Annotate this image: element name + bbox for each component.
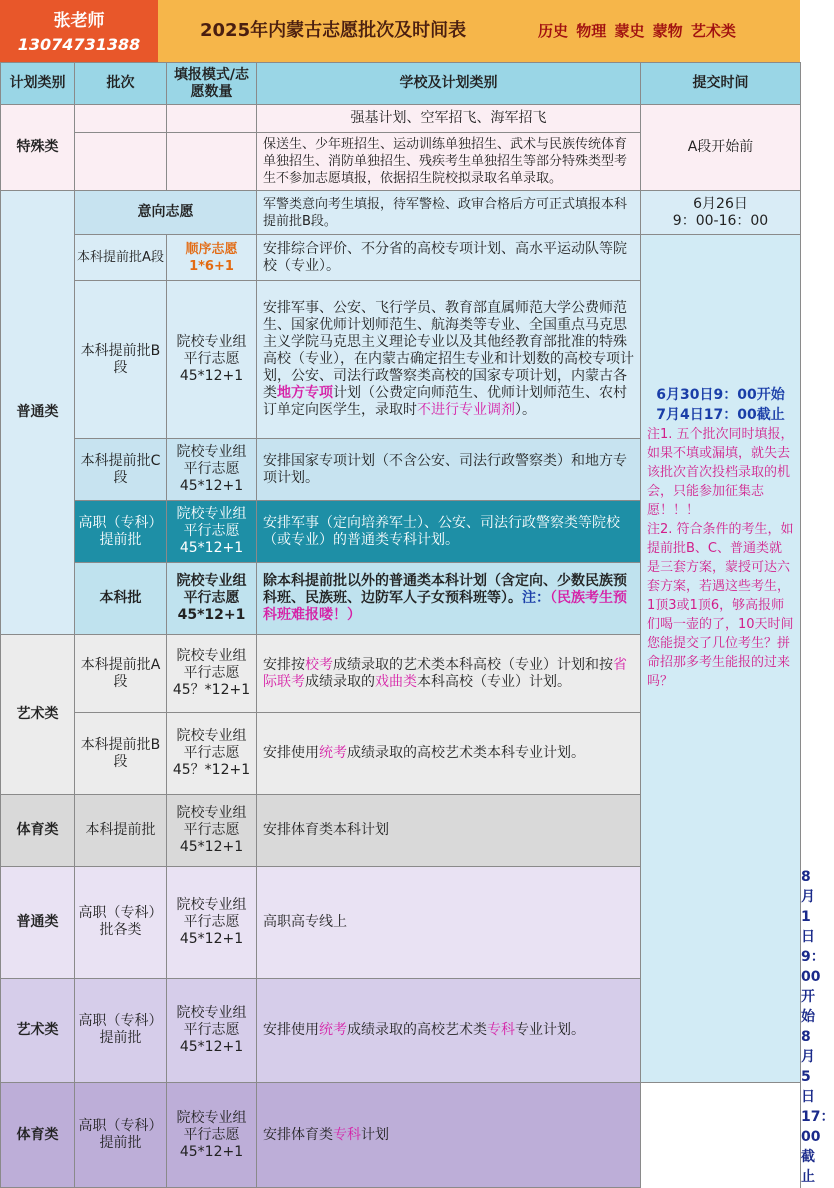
desc-voc-sports — [257, 1083, 641, 1188]
mode-sports — [167, 795, 257, 867]
desc-sports: 安排体育类本科计划 — [257, 795, 641, 867]
time1-end: 7月4日17：00截止 — [656, 407, 785, 423]
special-time: A段开始前 — [641, 105, 801, 191]
mode-a-1: 顺序志愿 — [185, 241, 238, 257]
table-row — [1, 1083, 801, 1188]
mode-arts-a-3: 45？*12+1 — [172, 682, 251, 698]
desc-arts-b-1: 安排使用 — [263, 745, 319, 761]
mode-vs-3: 45*12+1 — [179, 1143, 244, 1160]
mode-voc-1: 院校专业组 — [176, 506, 247, 522]
desc-vs-2: 计划 — [361, 1126, 389, 1143]
empty-cell — [75, 105, 167, 133]
batch-undergrad: 本科批 — [75, 563, 167, 635]
mode-b — [167, 281, 257, 439]
brand-name: 张老师 — [53, 11, 105, 31]
batch-c: 本科提前批C段 — [75, 439, 167, 501]
desc-b-hl1: 地方专项 — [277, 385, 333, 401]
mode-arts-a-2: 平行志愿 — [183, 665, 240, 681]
mode-vg-1: 院校专业组 — [176, 896, 247, 913]
schedule-table — [0, 62, 834, 1188]
special-plan-1: 强基计划、空军招飞、海军招飞 — [257, 105, 641, 133]
batch-a: 本科提前批A段 — [75, 235, 167, 281]
col-header-time: 提交时间 — [641, 63, 801, 105]
desc-arts-a-hl1: 校考 — [305, 656, 333, 673]
mode-va-3: 45*12+1 — [179, 1038, 244, 1055]
category-voc-arts: 艺术类 — [1, 978, 75, 1083]
subjects-label: 历史 物理 蒙史 蒙物 艺术类 — [538, 22, 736, 40]
desc-arts-a — [257, 635, 641, 713]
mode-voc-sports — [167, 1083, 257, 1188]
desc-arts-a-2: 成绩录取的艺术类本科高校（专业）计划和按 — [333, 656, 613, 673]
desc-ug-text: 除本科提前批以外的普通类本科计划（含定向、少数民族预科班、民族班、边防军人子女预科班等）。 — [263, 573, 627, 606]
desc-va-1: 安排使用 — [263, 1021, 319, 1038]
desc-b-1: 安排军事、公安、飞行学员、教育部直属师范大学公费师范生、国家优师计划师范生、航海类等专业、全国重点马克思主义学院马克思主义理论专业以及其他经教育部批准的特殊高校（专业），在内蒙古确定招生专业和计划数的高校专项计划，公安、司法行政警察类高校的国家专项计划，内蒙古各类 — [263, 300, 634, 401]
empty-cell — [167, 105, 257, 133]
mode-ug-1: 院校专业组 — [176, 573, 247, 589]
mode-vs-2: 平行志愿 — [183, 1126, 240, 1143]
desc-arts-a-hl2: 省际联考 — [263, 656, 627, 690]
mode-arts-a-1: 院校专业组 — [176, 648, 247, 664]
desc-a: 安排综合评价、不分省的高校专项计划、高水平运动队等院校（专业）。 — [257, 235, 641, 281]
intent-time — [641, 191, 801, 235]
desc-voc-arts — [257, 978, 641, 1083]
col-header-batch: 批次 — [75, 63, 167, 105]
mode-arts-a — [167, 635, 257, 713]
mode-arts-b-1: 院校专业组 — [176, 728, 247, 744]
batch-arts-b: 本科提前批B段 — [75, 713, 167, 795]
mode-a — [167, 235, 257, 281]
mode-c — [167, 439, 257, 501]
desc-vs-hl1: 专科 — [333, 1126, 361, 1143]
desc-va-hl1: 统考 — [319, 1021, 347, 1038]
desc-undergrad — [257, 563, 641, 635]
mode-vs-1: 院校专业组 — [176, 1109, 247, 1126]
category-sports: 体育类 — [1, 795, 75, 867]
mode-voc-general — [167, 867, 257, 979]
mode-ug-3: 45*12+1 — [177, 607, 246, 623]
batch-voc-sports: 高职（专科）提前批 — [75, 1083, 167, 1188]
desc-b-2: 计划（公费定向师范生、优师计划师范生、农村订单定向医学生，录取时 — [263, 385, 627, 418]
category-arts: 艺术类 — [1, 635, 75, 795]
desc-va-3: 专业计划。 — [515, 1021, 585, 1038]
header-row — [1, 63, 801, 105]
desc-b — [257, 281, 641, 439]
intent-time-hours: 9：00-16：00 — [672, 212, 769, 229]
desc-ug-note: （民族考生预科班难报喽！） — [263, 590, 627, 623]
desc-arts-b-2: 成绩录取的高校艺术类本科专业计划。 — [347, 745, 585, 761]
time1-note1: 注1. 五个批次同时填报，如果不填或漏填，就失去该批次首次投档录取的机会，只能参加征集志愿！！！ — [647, 427, 794, 518]
time1-note2: 注2. 符合条件的考生，如提前批B、C、普通类就是三套方案，蒙授可达六套方案，若遇这些考生，1顶3或1顶6，够高报师们喝一壶的了，10天时间您能提交了几位考生？拼命招那多考生能报的过来吗？ — [647, 522, 794, 689]
mode-voc-arts — [167, 978, 257, 1083]
desc-ug-note-label: 注： — [522, 590, 550, 606]
empty-cell — [75, 133, 167, 191]
mode-sports-2: 平行志愿 — [183, 822, 240, 838]
empty-cell — [167, 133, 257, 191]
mode-arts-b — [167, 713, 257, 795]
table-row: 普通类 高职（专科）批各类 院校专业组 平行志愿 45*12+1 高职高专线上 8月1日9：00开始 8月5日17：00截止 — [1, 867, 801, 979]
batch-b: 本科提前批B段 — [75, 281, 167, 439]
mode-undergrad — [167, 563, 257, 635]
desc-arts-a-1: 安排按 — [263, 656, 305, 673]
desc-arts-a-hl3: 戏曲类 — [375, 673, 417, 690]
mode-vg-3: 45*12+1 — [179, 930, 244, 947]
mode-arts-b-2: 平行志愿 — [183, 745, 240, 761]
special-plan-2: 保送生、少年班招生、运动训练单独招生、武术与民族传统体育单独招生、消防单独招生、残疾考生单独招生等部分特殊类型考生不参加志愿填报，依据招生院校拟录取名单录取。 — [257, 133, 641, 191]
brand-phone: 13074731388 — [17, 35, 141, 54]
category-voc-sports: 体育类 — [1, 1083, 75, 1188]
mode-va-1: 院校专业组 — [176, 1004, 247, 1021]
desc-arts-b — [257, 713, 641, 795]
mode-c-3: 45*12+1 — [179, 478, 244, 494]
desc-arts-a-3: 成绩录取的 — [305, 673, 375, 690]
desc-voc-early: 安排军事（定向培养军士）、公安、司法行政警察类等院校（或专业）的普通类专科计划。 — [257, 501, 641, 563]
mode-sports-3: 45*12+1 — [179, 839, 244, 855]
category-general: 普通类 — [1, 191, 75, 635]
mode-b-2: 平行志愿 — [183, 351, 240, 367]
desc-vs-1: 安排体育类 — [263, 1126, 333, 1143]
desc-va-hl2: 专科 — [487, 1021, 515, 1038]
mode-sports-1: 院校专业组 — [176, 805, 247, 821]
category-special: 特殊类 — [1, 105, 75, 191]
mode-va-2: 平行志愿 — [183, 1021, 240, 1038]
col-header-category: 计划类别 — [1, 63, 75, 105]
mode-voc-early — [167, 501, 257, 563]
category-voc-general: 普通类 — [1, 867, 75, 979]
mode-vg-2: 平行志愿 — [183, 913, 240, 930]
time-block-1 — [641, 235, 801, 1083]
time1-start: 6月30日9：00开始 — [656, 387, 785, 403]
batch-sports: 本科提前批 — [75, 795, 167, 867]
table-row — [1, 191, 801, 235]
desc-b-3: ）。 — [515, 402, 536, 418]
batch-intent: 意向志愿 — [75, 191, 257, 235]
table-row — [1, 235, 801, 281]
mode-voc-2: 平行志愿 — [183, 523, 240, 539]
brand-block — [0, 0, 158, 62]
intent-desc: 军警类意向考生填报，待军警检、政审合格后方可正式填报本科提前批B段。 — [257, 191, 641, 235]
mode-voc-3: 45*12+1 — [179, 540, 244, 556]
desc-arts-a-4: 本科高校（专业）计划。 — [417, 673, 571, 690]
mode-arts-b-3: 45？*12+1 — [172, 762, 251, 778]
mode-c-1: 院校专业组 — [176, 444, 247, 460]
mode-b-1: 院校专业组 — [176, 334, 247, 350]
desc-arts-b-hl1: 统考 — [319, 745, 347, 761]
batch-voc-general: 高职（专科）批各类 — [75, 867, 167, 979]
mode-c-2: 平行志愿 — [183, 461, 240, 477]
col-header-schools: 学校及计划类别 — [257, 63, 641, 105]
batch-voc-early: 高职（专科）提前批 — [75, 501, 167, 563]
batch-voc-arts: 高职（专科）提前批 — [75, 978, 167, 1083]
intent-time-date: 6月26日 — [693, 195, 748, 212]
mode-a-2: 1*6+1 — [189, 258, 234, 274]
table-row — [1, 105, 801, 133]
desc-c: 安排国家专项计划（不含公安、司法行政警察类）和地方专项计划。 — [257, 439, 641, 501]
desc-b-hl2: 不进行专业调剂 — [417, 402, 515, 418]
mode-ug-2: 平行志愿 — [183, 590, 240, 606]
mode-b-3: 45*12+1 — [179, 368, 244, 384]
title-bar — [0, 0, 800, 62]
desc-va-2: 成绩录取的高校艺术类 — [347, 1021, 487, 1038]
page-title: 2025年内蒙古志愿批次及时间表 — [200, 20, 467, 41]
desc-voc-general: 高职高专线上 — [257, 867, 641, 979]
batch-arts-a: 本科提前批A段 — [75, 635, 167, 713]
col-header-mode: 填报模式/志愿数量 — [167, 63, 257, 105]
